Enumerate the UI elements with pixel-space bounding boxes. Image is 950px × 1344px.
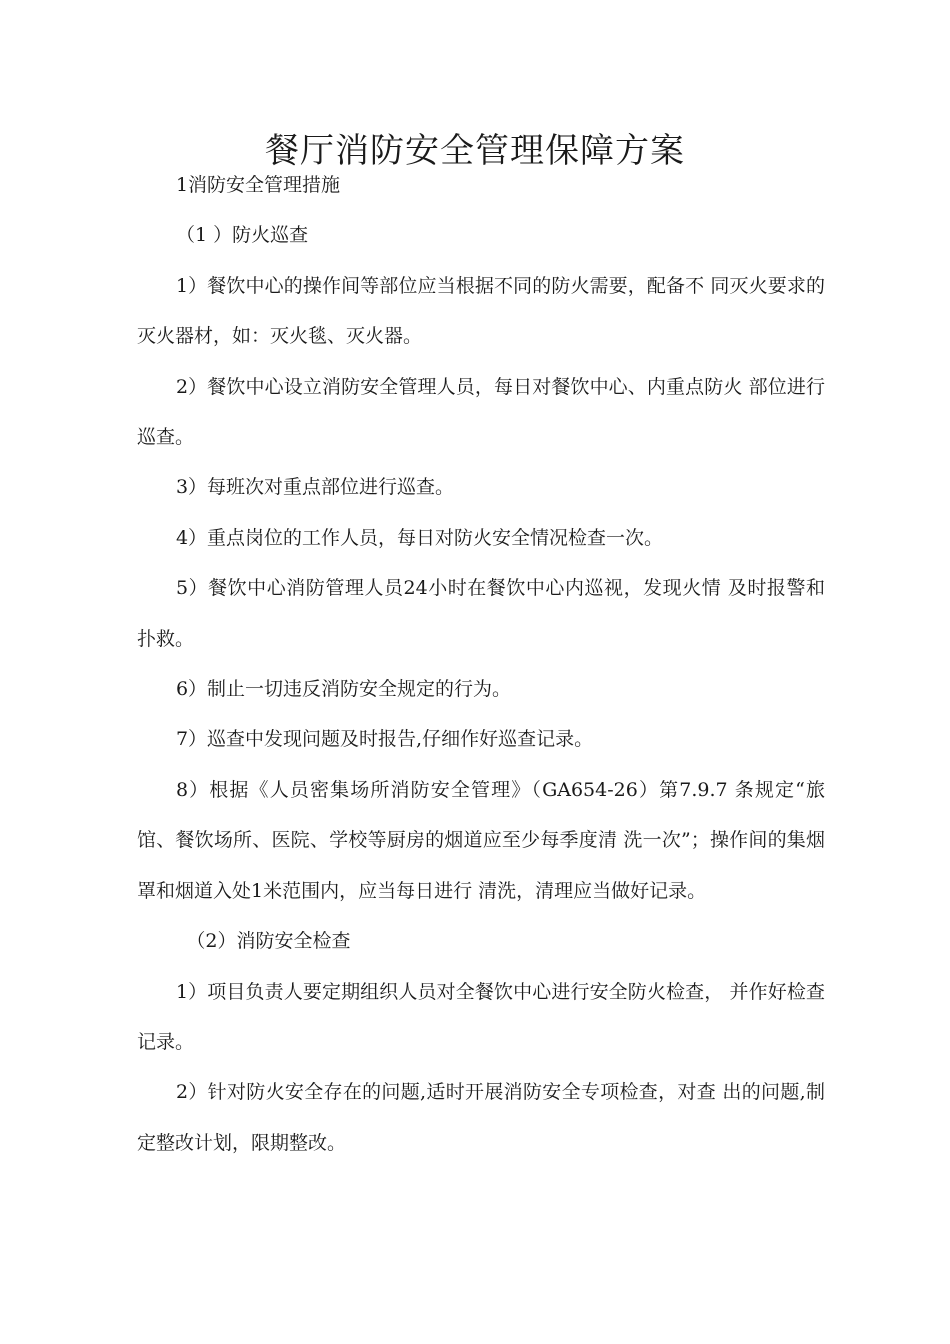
subsection-heading: （1 ）防火巡查 (175, 224, 309, 247)
paragraph: 1）项目负责人要定期组织人员对全餐饮中心进行安全防火检查， 并作好检查记录。 (137, 980, 825, 1053)
document-body (137, 160, 825, 1168)
section-heading: 1消防安全管理措施 (175, 174, 341, 196)
paragraph: 3）每班次对重点部位进行巡查。 (175, 476, 455, 499)
paragraph: 6）制止一切违反消防安全规定的行为。 (175, 678, 512, 701)
paragraph: 2）餐饮中心设立消防安全管理人员，每日对餐饮中心、内重点防火 部位进行巡查。 (137, 375, 825, 449)
paragraph: 2）针对防火安全存在的问题,适时开展消防安全专项检查，对查 出的问题,制定整改计划，限期整改。 (137, 1081, 825, 1154)
paragraph: 5）餐饮中心消防管理人员24小时在餐饮中心内巡视，发现火情 及时报警和扑救。 (137, 577, 825, 650)
paragraph: 8）根据《人员密集场所消防安全管理》（GA654-26）第7.9.7 条规定“旅馆、餐饮场所、医院、学校等厨房的烟道应至少每季度清 洗一次”；操作间的集烟罩和烟道入处1米范围内，应当每日进行 清洗，清理应当做好记录。 (137, 778, 825, 902)
subsection-heading: （2）消防安全检查 (186, 930, 351, 953)
document-title: 餐厅消防安全管理保障方案 (265, 130, 685, 171)
paragraph: 7）巡查中发现问题及时报告,仔细作好巡查记录。 (175, 728, 594, 751)
paragraph: 1）餐饮中心的操作间等部位应当根据不同的防火需要，配备不 同灭火要求的灭火器材，如：灭火毯、灭火器。 (137, 274, 825, 348)
paragraph: 4）重点岗位的工作人员，每日对防火安全情况检查一次。 (175, 526, 664, 549)
